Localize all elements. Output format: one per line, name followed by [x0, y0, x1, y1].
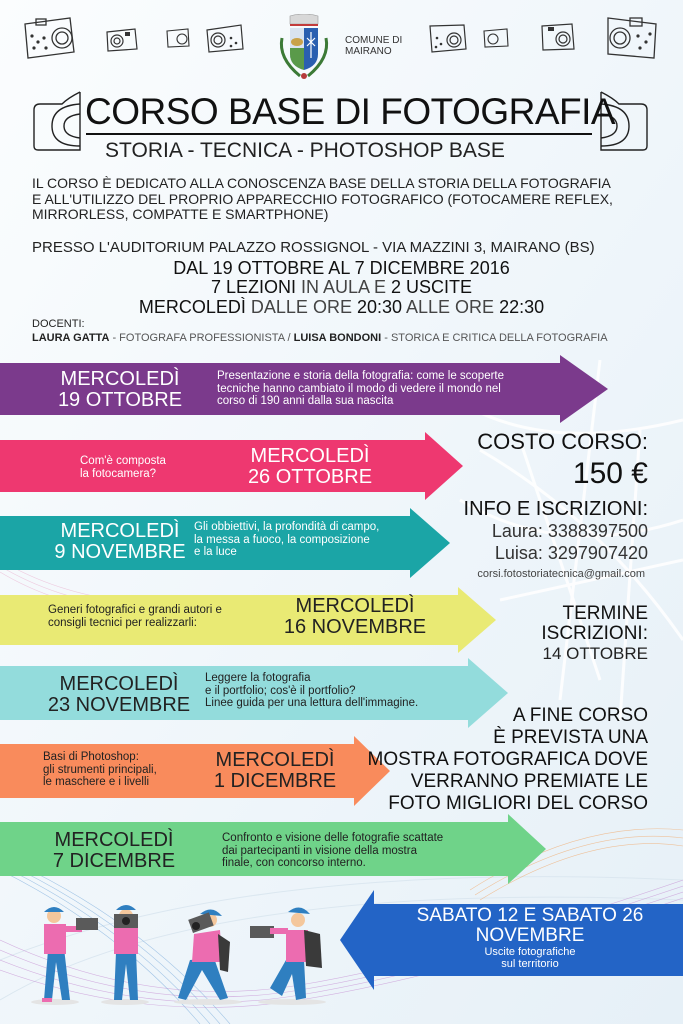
lesson-arrow-2: [0, 432, 465, 500]
deadline-date: 14 OTTOBRE: [542, 644, 648, 663]
lesson-arrow-4: [0, 587, 498, 653]
camera-doodle-icon: [22, 14, 78, 65]
exhibition-line5: FOTO MIGLIORI DEL CORSO: [388, 793, 648, 814]
lesson-date: MERCOLEDÌ 23 NOVEMBRE: [47, 673, 191, 716]
lesson-date: MERCOLEDÌ 1 DICEMBRE: [213, 749, 337, 792]
exhibition-line2: È PREVISTA UNA: [493, 727, 648, 748]
dates-range: DAL 19 OTTOBRE AL 7 DICEMBRE 2016: [173, 258, 510, 278]
lesson-date: MERCOLEDÌ 19 OTTOBRE: [57, 368, 183, 411]
camera-doodle-icon: [205, 22, 245, 59]
schedule-to: ALLE ORE: [402, 297, 500, 317]
lesson-arrow-3: [0, 508, 452, 578]
cost-label: COSTO CORSO:: [477, 429, 648, 454]
camera-outline-icon: [32, 90, 84, 157]
teacher1-role: - FOTOGRAFA PROFESSIONISTA /: [109, 332, 294, 344]
deadline-line2: ISCRIZIONI:: [541, 623, 648, 644]
comune-line2: MAIRANO: [345, 46, 392, 57]
lesson-date: MERCOLEDÌ 26 OTTOBRE: [247, 445, 373, 488]
camera-doodle-icon: [165, 27, 191, 54]
photographers-illustration: [30, 890, 350, 1013]
lesson-arrow-1: [0, 355, 610, 423]
lesson-date: MERCOLEDÌ 16 NOVEMBRE: [283, 595, 427, 638]
exhibition-block: [368, 705, 648, 815]
camera-doodle-icon: [428, 22, 468, 59]
intro-text: [32, 176, 613, 223]
info-label: INFO E ISCRIZIONI:: [463, 498, 648, 520]
intro-line2: E ALL'UTILIZZO DEL PROPRIO APPARECCHIO FOTOGRAFICO (FOTOCAMERE REFLEX,: [32, 190, 613, 207]
lesson-date: MERCOLEDÌ 7 DICEMBRE: [52, 829, 176, 872]
teachers-label: DOCENTI:: [32, 318, 85, 330]
lesson-desc: Leggere la fotografia e il portfolio; cos'è il portfolio? Linee guida per una lettura dell'immagine.: [205, 672, 419, 709]
deadline-block: [541, 604, 648, 664]
deadline-line1: TERMINE: [562, 603, 648, 624]
teacher2-role: - STORICA E CRITICA DELLA FOTOGRAFIA: [381, 332, 608, 344]
outings-sub2: sul territorio: [501, 958, 559, 970]
lesson-date: MERCOLEDÌ 9 NOVEMBRE: [54, 520, 186, 563]
outings-text: [380, 906, 680, 970]
outings-line2: NOVEMBRE: [475, 925, 585, 946]
cost-value: 150 €: [572, 457, 648, 490]
lesson-desc: Gli obbiettivi, la profondità di campo, la messa a fuoco, la composizione e la luce: [194, 521, 380, 558]
info-phone-luisa[interactable]: Luisa: 3297907420: [494, 543, 648, 563]
outings-arrow: [340, 890, 683, 990]
outings-sub1: Uscite fotografiche: [484, 946, 576, 958]
lesson-arrow-6: [0, 736, 392, 806]
exhibition-line1: A FINE CORSO: [512, 705, 648, 726]
comune-line1: COMUNE DI: [345, 35, 403, 46]
lessons-mid: IN AULA E: [295, 277, 392, 297]
camera-doodle-icon: [482, 27, 510, 54]
camera-doodle-icon: [540, 20, 576, 57]
outings-line1: SABATO 12 E SABATO 26: [416, 905, 644, 926]
info-email[interactable]: corsi.fotostoriatecnica@gmail.com: [477, 568, 645, 580]
teachers-list: [32, 332, 608, 344]
schedule-text: [0, 297, 683, 317]
page-subtitle: STORIA - TECNICA - PHOTOSHOP BASE: [105, 139, 505, 162]
exhibition-line4: VERRANNO PREMIATE LE: [410, 771, 648, 792]
lesson-desc: Com'è composta la fotocamera?: [80, 455, 166, 480]
comune-name: [345, 35, 402, 57]
info-phone-laura[interactable]: Laura: 3388397500: [491, 521, 648, 541]
coat-of-arms-icon: [276, 14, 332, 85]
intro-line3: MIRRORLESS, COMPATTE E SMARTPHONE): [32, 206, 329, 222]
schedule-start: 20:30: [356, 297, 402, 317]
title-underline: [86, 133, 592, 135]
schedule-end: 22:30: [499, 297, 545, 317]
lesson-arrow-7: [0, 814, 548, 884]
page-title: CORSO BASE DI FOTOGRAFIA: [85, 91, 616, 132]
camera-doodle-icon: [604, 14, 662, 67]
venue-text: PRESSO L'AUDITORIUM PALAZZO ROSSIGNOL - VIA MAZZINI 3, MAIRANO (BS): [32, 239, 595, 256]
lessons-summary: [0, 277, 683, 297]
schedule-from: DALLE ORE: [245, 297, 357, 317]
lesson-desc: Presentazione e storia della fotografia: come le scoperte tecniche hanno cambiato il modo di vedere il mondo nel corso di 190 anni dalla sua nascita: [217, 370, 505, 407]
lesson-desc: Generi fotografici e grandi autori e consigli tecnici per realizzarli:: [48, 604, 222, 629]
teacher1-name: LAURA GATTA: [32, 332, 110, 344]
lesson-desc: Confronto e visione delle fotografie scattate dai partecipanti in visione della mostra finale, con concorso interno.: [222, 832, 444, 869]
camera-doodle-icon: [105, 26, 139, 57]
lessons-count: 7 LEZIONI: [210, 277, 296, 297]
outings-count: 2 USCITE: [391, 277, 473, 297]
intro-line1: IL CORSO È DEDICATO ALLA CONOSCENZA BASE DELLA STORIA DELLA FOTOGRAFIA: [32, 175, 611, 191]
teacher2-name: LUISA BONDONI: [293, 332, 382, 344]
lesson-desc: Basi di Photoshop: gli strumenti principali, le maschere e i livelli: [43, 751, 157, 788]
exhibition-line3: MOSTRA FOTOGRAFICA DOVE: [367, 749, 648, 770]
schedule-day: MERCOLEDÌ: [138, 297, 246, 317]
